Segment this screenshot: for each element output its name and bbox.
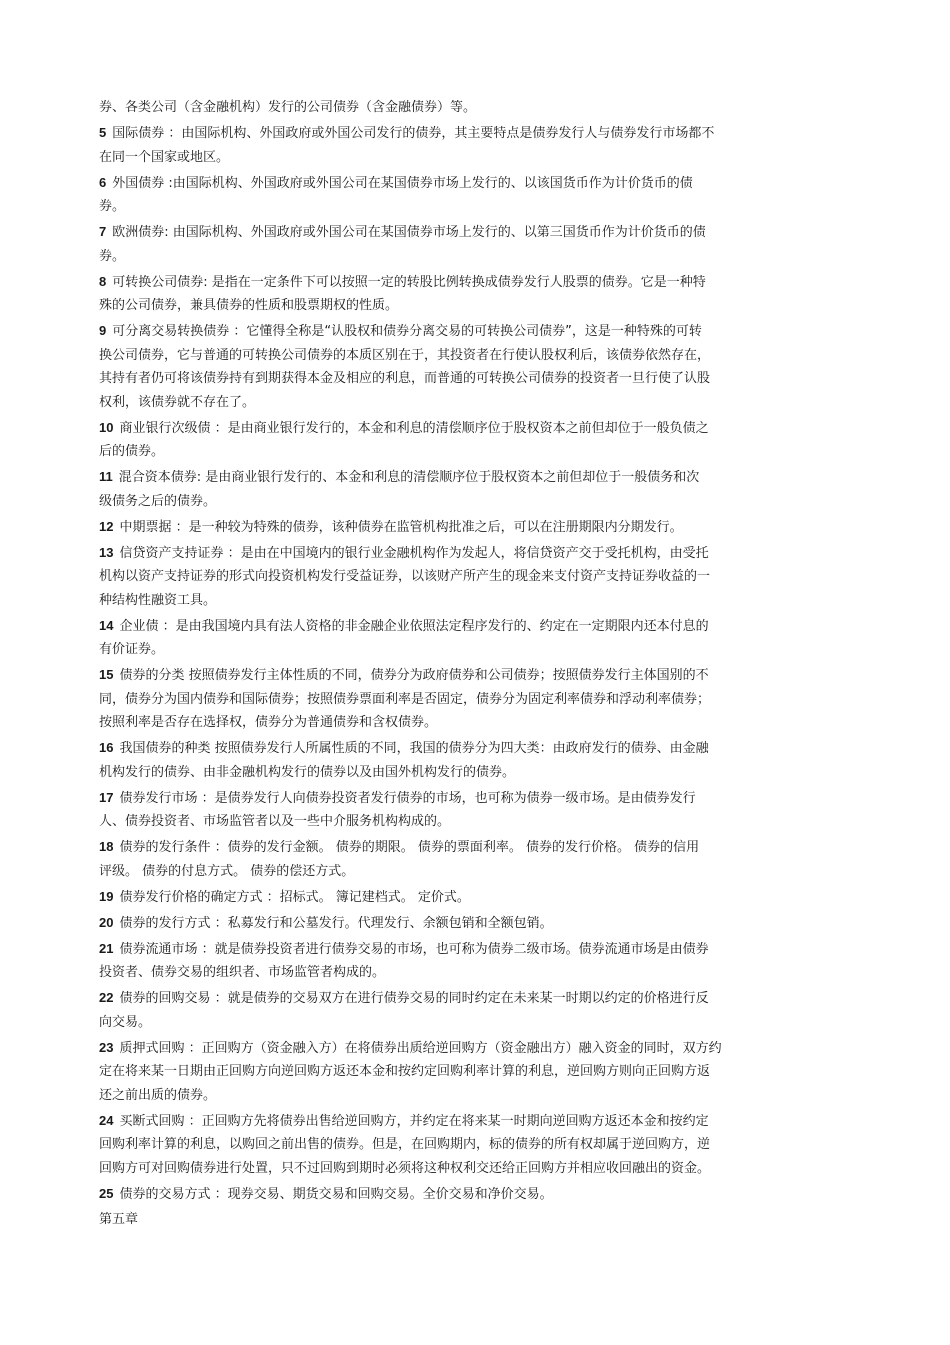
- entry-number: 23: [99, 1039, 114, 1055]
- definition-entry: [99, 270, 859, 318]
- definition-entry: [99, 614, 859, 662]
- document-page: [99, 96, 859, 1233]
- text-line: [99, 614, 859, 639]
- entry-number: 20: [99, 914, 114, 930]
- entry-text: 买断式回购 ：正回购方先将债券出售给逆回购方，并约定在将来某一时期向逆回购方返还本金和按约定: [119, 1113, 709, 1129]
- text-line: 机构以资产支持证券的形式向投资机构发行受益证券，以该财产所产生的现金来支付资产支持证券收益的一: [99, 569, 711, 584]
- text-line: 种结构性融资工具。: [99, 592, 217, 608]
- chapter-heading-text: 第五章: [99, 1211, 139, 1227]
- text-line: 有价证券。: [99, 642, 165, 657]
- text-line: [99, 416, 859, 441]
- entry-number: 14: [99, 617, 114, 633]
- text-line: 券。: [99, 199, 126, 214]
- text-line: 还之前出质的债券。: [99, 1087, 217, 1103]
- entry-number: 24: [99, 1112, 114, 1128]
- definition-entry: [99, 171, 859, 219]
- definition-entry: [99, 416, 859, 464]
- text-line: [99, 786, 859, 811]
- entry-number: 22: [99, 990, 114, 1005]
- text-line: 在同一个国家或地区。: [99, 149, 230, 165]
- text-line: 向交易。: [99, 1014, 152, 1030]
- text-line: 评级。 债券的付息方式。 债券的偿还方式。: [99, 863, 355, 879]
- entry-number: 17: [99, 789, 114, 805]
- text-line: 权利，该债券就不存在了。: [99, 394, 256, 410]
- definition-entry: [99, 121, 859, 169]
- text-line: 机构发行的债券、由非金融机构发行的债券以及由国外机构发行的债券。: [99, 764, 516, 780]
- text-line: [99, 1036, 859, 1061]
- definition-entry: [99, 986, 859, 1034]
- text-line: [99, 835, 859, 860]
- intro-text: [99, 96, 859, 120]
- text-line: [99, 937, 859, 962]
- definition-entry: [99, 885, 859, 910]
- text-line: [99, 541, 859, 566]
- definition-entry: [99, 319, 859, 414]
- text-line: [99, 885, 859, 910]
- text-line: [99, 270, 859, 295]
- entry-text: 企业债 ：是由我国境内具有法人资格的非金融企业依照法定程序发行的、约定在一定期限内还本付息的: [119, 618, 709, 634]
- entry-text: 可分离交易转换债券 ：它懂得全称是“认股权和债券分离交易的可转换公司债券”，这是一种特殊的可转: [112, 324, 702, 339]
- text-line: 券。: [99, 248, 126, 264]
- entry-number: 5: [99, 125, 107, 140]
- text-line: [99, 515, 859, 540]
- entry-number: 13: [99, 544, 114, 560]
- text-line: [99, 663, 859, 688]
- text-line: 级债务之后的债券。: [99, 493, 217, 509]
- entry-number: 12: [99, 518, 114, 534]
- definition-entry: [99, 541, 859, 613]
- definition-entry: [99, 1182, 859, 1207]
- text-line: 券、各类公司（含金融机构）发行的公司债券（含金融债券）等。: [99, 100, 477, 115]
- definition-entry: [99, 1109, 859, 1181]
- entry-number: 6: [99, 174, 107, 190]
- entry-text: 债券发行价格的确定方式 ：招标式。 簿记建档式。 定价式。: [119, 889, 470, 905]
- definition-entry: [99, 786, 859, 834]
- text-line: 按照利率是否存在选择权，债券分为普通债券和含权债券。: [99, 715, 438, 730]
- entry-number: 7: [99, 224, 107, 239]
- entry-text: 中期票据 ：是一种较为特殊的债券，该种债券在监管机构批准之后，可以在注册期限内分期发行。: [119, 519, 683, 535]
- entry-text: 债券的分类 按照债券发行主体性质的不同，债券分为政府债券和公司债券；按照债券发行主体国别的不: [119, 668, 709, 683]
- entry-number: 25: [99, 1185, 114, 1201]
- definition-entry: [99, 937, 859, 985]
- entry-text: 债券的回购交易 ：就是债券的交易双方在进行债券交易的同时约定在未来某一时期以约定的价格进行反: [119, 991, 709, 1006]
- entry-number: 10: [99, 419, 114, 435]
- text-line: [99, 465, 859, 490]
- text-line: 其持有者仍可将该债券持有到期获得本金及相应的利息，而普通的可转换公司债券的投资者一旦行使了认股: [99, 371, 711, 386]
- text-line: [99, 911, 859, 936]
- definition-entry: [99, 1036, 859, 1108]
- entry-text: 可转换公司债券: 是指在一定条件下可以按照一定的转股比例转换成债券发行人股票的债券。它是一种特: [112, 274, 706, 290]
- entry-text: 外国债券 :由国际机构、外国政府或外国公司在某国债券市场上发行的、以该国货币作为计价货币的债: [112, 175, 693, 191]
- entry-number: 21: [99, 940, 114, 956]
- definition-entry: [99, 465, 859, 513]
- text-line: [99, 1109, 859, 1134]
- text-line: 回购利率计算的利息，以购回之前出售的债券。但是，在回购期内，标的债券的所有权却属于逆回购方，逆: [99, 1137, 711, 1152]
- text-line: 回购方可对回购债券进行处置，只不过回购到期时必须将这种权利交还给正回购方并相应收回融出的资金。: [99, 1160, 711, 1176]
- definition-entry: [99, 835, 859, 883]
- entry-text: 混合资本债券: 是由商业银行发行的、本金和利息的清偿顺序位于股权资本之前但却位于一般债务和次: [118, 470, 700, 485]
- entry-number: 19: [99, 888, 114, 904]
- entry-text: 债券的发行条件 ：债券的发行金额。 债券的期限。 债券的票面利率。 债券的发行价格。 债券的信用: [119, 840, 700, 855]
- text-line: 同，债券分为国内债券和国际债券；按照债券票面利率是否固定，债券分为固定利率债券和浮动利率债券；: [99, 691, 711, 707]
- text-line: [99, 220, 859, 245]
- entry-text: 我国债券的种类 按照债券发行人所属性质的不同，我国的债券分为四大类：由政府发行的债券、由金融: [119, 741, 709, 756]
- text-line: 人、债券投资者、市场监管者以及一些中介服务机构构成的。: [99, 814, 451, 829]
- entry-text: 质押式回购 ：正回购方（资金融入方）在将债券出质给逆回购方（资金融出方）融入资金的同时，双方约: [119, 1040, 722, 1056]
- entry-number: 8: [99, 273, 107, 289]
- chapter-heading: [99, 1208, 859, 1232]
- text-line: 投资者、债券交易的组织者、市场监管者构成的。: [99, 965, 386, 980]
- entry-text: 债券流通市场 ：就是债券投资者进行债券交易的市场，也可称为债券二级市场。债券流通市场是由债券: [119, 941, 709, 957]
- text-line: [99, 121, 859, 146]
- entry-text: 信贷资产支持证券 ：是由在中国境内的银行业金融机构作为发起人，将信贷资产交于受托机构，由受托: [119, 545, 709, 561]
- entry-number: 16: [99, 740, 114, 755]
- entry-list: [99, 121, 859, 1206]
- definition-entry: [99, 220, 859, 268]
- text-line: [99, 319, 859, 344]
- entry-text: 债券的交易方式 ：现券交易、期货交易和回购交易。全价交易和净价交易。: [119, 1186, 553, 1202]
- text-line: 换公司债券，它与普通的可转换公司债券的本质区别在于，其投资者在行使认股权利后，该债券依然存在，: [99, 347, 711, 363]
- text-line: 定在将来某一日期由正回购方向逆回购方返还本金和按约定回购利率计算的利息，逆回购方则向正回购方返: [99, 1064, 711, 1079]
- entry-number: 18: [99, 839, 114, 854]
- text-line: [99, 1182, 859, 1207]
- text-line: [99, 986, 859, 1011]
- definition-entry: [99, 911, 859, 936]
- entry-number: 11: [99, 469, 113, 484]
- text-line: 后的债券。: [99, 444, 165, 459]
- entry-text: 债券发行市场 ：是债券发行人向债券投资者发行债券的市场，也可称为债券一级市场。是由债券发行: [119, 790, 696, 806]
- entry-text: 欧洲债券: 由国际机构、外国政府或外国公司在某国债券市场上发行的、以第三国货币作为计价货币的债: [112, 225, 706, 240]
- entry-number: 15: [99, 667, 114, 682]
- definition-entry: [99, 736, 859, 784]
- entry-number: 9: [99, 323, 107, 338]
- text-line: 殊的公司债券，兼具债券的性质和股票期权的性质。: [99, 298, 399, 313]
- entry-text: 国际债券 ：由国际机构、外国政府或外国公司发行的债券，其主要特点是债券发行人与债券发行市场都不: [112, 126, 715, 141]
- text-line: [99, 736, 859, 761]
- entry-text: 债券的发行方式 ：私募发行和公墓发行。代理发行、余额包销和全额包销。: [119, 915, 553, 931]
- definition-entry: [99, 663, 859, 735]
- entry-text: 商业银行次级债 ：是由商业银行发行的，本金和利息的清偿顺序位于股权资本之前但却位于一般负债之: [119, 420, 709, 436]
- definition-entry: [99, 515, 859, 540]
- text-line: [99, 171, 859, 196]
